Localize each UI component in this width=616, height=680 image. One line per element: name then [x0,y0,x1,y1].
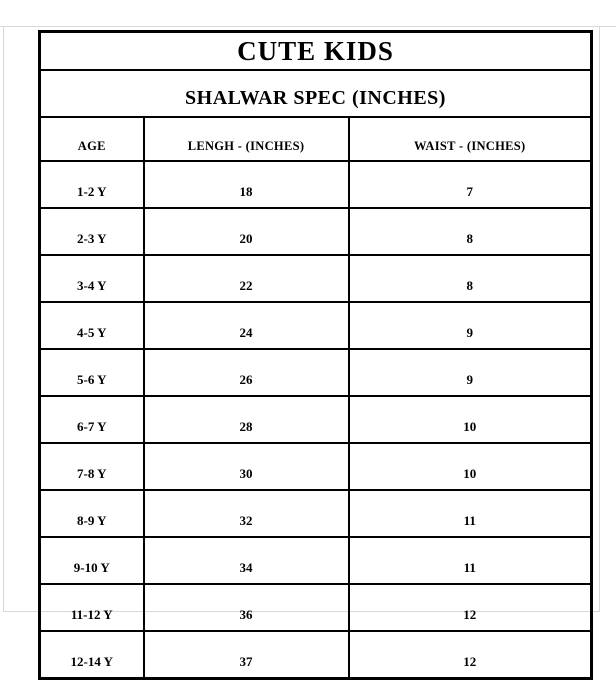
waist-cell: 7 [349,161,592,208]
col-header-age: AGE [40,117,144,161]
table-header-row [40,117,592,161]
table-row [40,255,592,302]
age-cell: 7-8 Y [40,443,144,490]
waist-cell: 9 [349,302,592,349]
table-subtitle-row [40,70,592,117]
age-cell: 4-5 Y [40,302,144,349]
table-subtitle: SHALWAR SPEC (INCHES) [40,70,592,117]
table-row [40,302,592,349]
waist-cell: 9 [349,349,592,396]
page-title: CUTE KIDS [40,32,592,71]
sheet-gridline-left [3,26,4,611]
age-cell: 6-7 Y [40,396,144,443]
waist-cell: 12 [349,631,592,679]
length-cell: 24 [144,302,349,349]
age-cell: 5-6 Y [40,349,144,396]
waist-cell: 10 [349,443,592,490]
length-cell: 18 [144,161,349,208]
length-cell: 37 [144,631,349,679]
waist-cell: 11 [349,537,592,584]
table-row [40,490,592,537]
col-header-waist: WAIST - (INCHES) [349,117,592,161]
length-cell: 22 [144,255,349,302]
length-cell: 20 [144,208,349,255]
table-row [40,396,592,443]
table-row [40,349,592,396]
col-header-length: LENGH - (INCHES) [144,117,349,161]
age-cell: 11-12 Y [40,584,144,631]
size-chart-table [38,30,593,680]
waist-cell: 12 [349,584,592,631]
table-row [40,161,592,208]
sheet-gridline-top [0,26,616,27]
age-cell: 3-4 Y [40,255,144,302]
waist-cell: 11 [349,490,592,537]
age-cell: 8-9 Y [40,490,144,537]
length-cell: 28 [144,396,349,443]
waist-cell: 8 [349,208,592,255]
table-title-row [40,32,592,71]
waist-cell: 10 [349,396,592,443]
length-cell: 34 [144,537,349,584]
table-row [40,631,592,679]
age-cell: 1-2 Y [40,161,144,208]
waist-cell: 8 [349,255,592,302]
table-row [40,584,592,631]
length-cell: 32 [144,490,349,537]
age-cell: 2-3 Y [40,208,144,255]
sheet-gridline-right [599,26,600,611]
age-cell: 9-10 Y [40,537,144,584]
table-row [40,443,592,490]
length-cell: 26 [144,349,349,396]
length-cell: 36 [144,584,349,631]
length-cell: 30 [144,443,349,490]
table-row [40,208,592,255]
age-cell: 12-14 Y [40,631,144,679]
table-row [40,537,592,584]
